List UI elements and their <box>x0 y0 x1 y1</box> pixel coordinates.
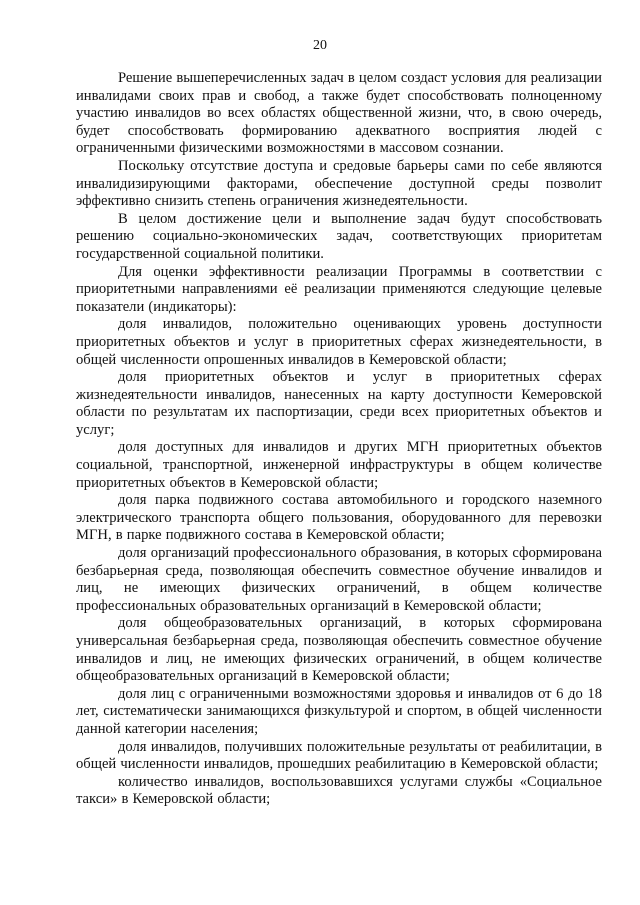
paragraph: Для оценки эффективности реализации Программы в соответствии с приоритетными направлениями её реализации применяются следующие целевые показатели (индикаторы): <box>76 263 602 315</box>
indicator-item: доля доступных для инвалидов и других МГН приоритетных объектов социальной, транспортной, инженерной инфраструктуры в общем количестве приоритетных объектов в Кемеровской области; <box>76 439 602 491</box>
indicator-item: доля инвалидов, получивших положительные результаты от реабилитации, в общей численности инвалидов, прошедших реабилитацию в Кемеровской области; <box>76 738 602 773</box>
paragraph: В целом достижение цели и выполнение задач будут способствовать решению социально-экономических задач, соответствующих приоритетам государственной социальной политики. <box>76 210 602 262</box>
indicator-item: доля парка подвижного состава автомобильного и городского наземного электрического транспорта общего пользования, оборудованного для перевозки МГН, в парке подвижного состава в Кемеровской области; <box>76 492 602 544</box>
paragraph: Решение вышеперечисленных задач в целом создаст условия для реализации инвалидами своих прав и свобод, а также будет способствовать полноценному участию инвалидов во всех областях общественной жизни, что, в свою очередь, будет способствовать формированию адекватного восприятия людей с ограниченными физическими возможностями в массовом сознании. <box>76 70 602 157</box>
indicator-item: доля лиц с ограниченными возможностями здоровья и инвалидов от 6 до 18 лет, систематически занимающихся физкультурой и спортом, в общей численности данной категории населения; <box>76 685 602 737</box>
indicator-item: доля общеобразовательных организаций, в которых сформирована универсальная безбарьерная среда, позволяющая обеспечить совместное обучение инвалидов и лиц, не имеющих физических ограничений, в общем количестве общеобразовательных организаций в Кемеровской области; <box>76 615 602 685</box>
indicator-item: доля приоритетных объектов и услуг в приоритетных сферах жизнедеятельности инвалидов, нанесенных на карту доступности Кемеровской области по результатам их паспортизации, среди всех приоритетных объектов и услуг; <box>76 369 602 438</box>
indicator-item: доля организаций профессионального образования, в которых сформирована безбарьерная среда, позволяющая обеспечить совместное обучение инвалидов и лиц, не имеющих физических ограничений, в общем количестве профессиональных образовательных организаций в Кемеровской области; <box>76 545 602 614</box>
paragraph: Поскольку отсутствие доступа и средовые барьеры сами по себе являются инвалидизирующими факторами, обеспечение доступной среды позволит эффективно снизить степень ограничения жизнедеятельности. <box>76 157 602 210</box>
indicator-item: количество инвалидов, воспользовавшихся услугами службы «Социальное такси» в Кемеровской области; <box>76 773 602 808</box>
indicator-item: доля инвалидов, положительно оценивающих уровень доступности приоритетных объектов и услуг в приоритетных сферах жизнедеятельности, в общей численности опрошенных инвалидов в Кемеровской области; <box>76 316 602 368</box>
document-body <box>76 70 602 809</box>
page-number: 20 <box>313 38 327 53</box>
